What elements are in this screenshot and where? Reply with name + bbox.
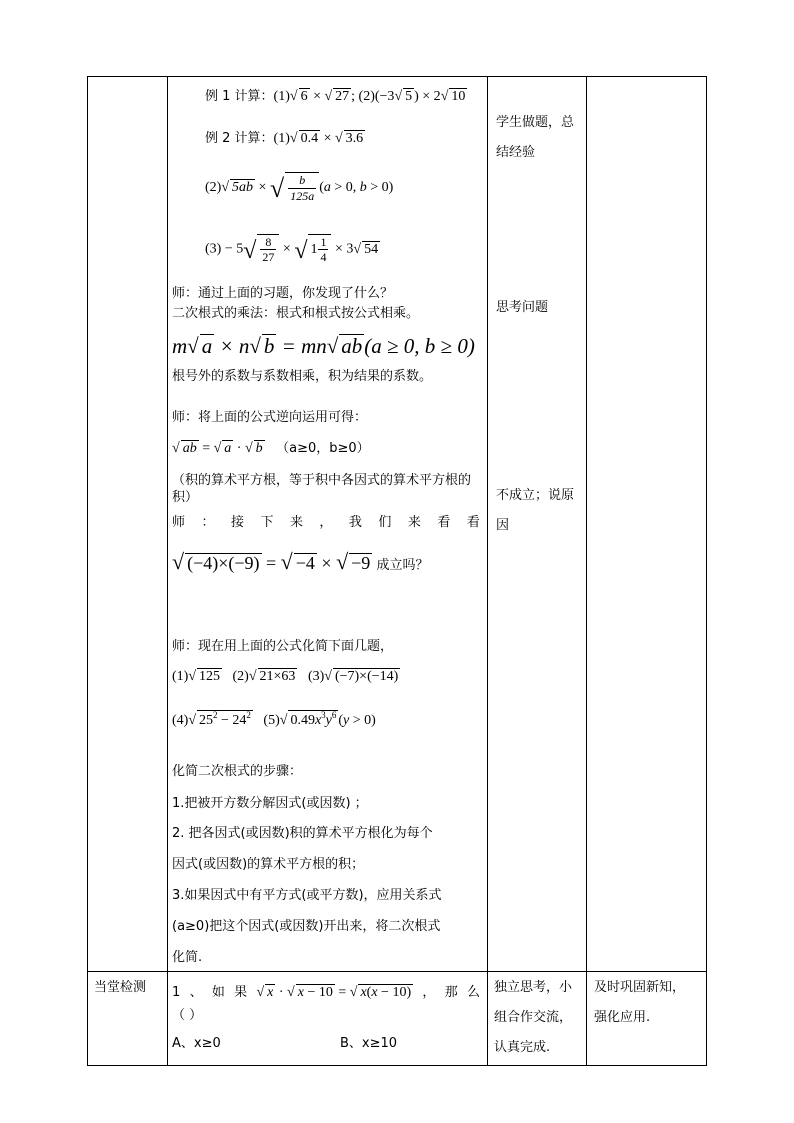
simplify-problems-2: (4)√ $25^2 - 24^2$ (5)√ $0.49x^3y^6$ (y > 0) [172, 710, 376, 728]
design-intent: 及时巩固新知， [594, 980, 686, 995]
teacher-question: 师：通过上面的习题，你发现了什么？ [172, 286, 394, 301]
char: 接 [230, 515, 244, 530]
table-border-top [87, 76, 707, 77]
step-item: 因式(或因数)的算术平方根的积； [172, 857, 365, 872]
row-label-check: 当堂检测 [94, 980, 147, 995]
char: 师 [172, 515, 186, 530]
char: 么 [466, 984, 480, 1000]
column-divider [586, 76, 587, 1066]
char: ， [319, 515, 333, 530]
char: 来 [289, 515, 303, 530]
step-item: 1.把被开方数分解因式(或因数) ； [172, 796, 368, 811]
simplify-problems-1: (1)√ 125 (2)√ 21×63 (3)√ (−7)×(−14) [172, 669, 399, 684]
example-2: 例 2 计算：(1)√ 0.4 × √ 3.6 [205, 131, 364, 146]
option-b: B、x≥10 [340, 1036, 398, 1051]
reverse-intro: 师：将上面的公式逆向运用可得： [172, 410, 368, 425]
student-activity: 认真完成. [494, 1040, 551, 1055]
table-border-bottom [87, 1065, 707, 1066]
question-suffix: 成立吗？ [376, 558, 429, 573]
column-divider [167, 76, 168, 1066]
char: 下 [260, 515, 274, 530]
step-item: 3.如果因式中有平方式(或平方数)，应用关系式 [172, 888, 442, 903]
student-activity: 思考问题 [496, 300, 549, 315]
char: 1 [172, 984, 181, 1000]
example-2-part-2: (2)√ 5ab × √ $\frac{b}{125a}$ (a > 0, b > 0) [205, 173, 394, 203]
char: ， [422, 984, 436, 1000]
row-divider [87, 971, 707, 972]
reverse-formula: √ ab = √ a · √ b （a≥0，b≥0） [172, 441, 370, 456]
char: 看 [437, 515, 451, 530]
reverse-condition: （a≥0，b≥0） [276, 441, 370, 456]
table-border-left [87, 76, 88, 1066]
next-look-line [172, 515, 480, 532]
table-border-right [706, 76, 707, 1066]
char: ： [201, 515, 215, 530]
example-1: 例 1 计算：(1)√ 6 × √ 27 ; (2)(−3√ 5 ) × 2√ 10 [205, 89, 466, 104]
student-activity: 组合作交流， [494, 1010, 573, 1025]
char: 看 [466, 515, 480, 530]
char: 我 [348, 515, 362, 530]
multiplication-rule: 二次根式的乘法：根式和根式按公式相乘。 [172, 306, 420, 321]
char: 如 [211, 984, 225, 1000]
multiplication-formula: m√ a × n√ b = mn√ ab(a ≥ 0, b ≥ 0) [172, 334, 475, 358]
step-item: 化简. [172, 950, 203, 965]
steps-title: 化简二次根式的步骤： [172, 764, 303, 779]
char: 来 [407, 515, 421, 530]
student-activity: 独立思考，小 [494, 980, 573, 995]
char: 、 [189, 984, 203, 1000]
column-divider [487, 76, 488, 1066]
question-1 [172, 984, 480, 1025]
question-1-formula: √ x · √ x − 10 = √ x(x − 10) [256, 985, 412, 1000]
answer-blank: （ ） [172, 1008, 203, 1024]
student-activity: 学生做题，总 [496, 115, 575, 130]
student-activity: 结经验 [496, 145, 536, 160]
step-item: 2. 把各因式(或因数)积的算术平方根化为每个 [172, 826, 433, 841]
question-formula-line: √ (−4)×(−9) = √ −4 × √ −9 成立吗？ [172, 549, 429, 574]
char: 那 [444, 984, 458, 1000]
reverse-explanation: （积的算术平方根，等于积中各因式的算术平方根的积） [172, 473, 472, 505]
coefficient-rule: 根号外的系数与系数相乘，积为结果的系数。 [172, 369, 433, 384]
student-activity: 因 [496, 518, 510, 533]
design-intent: 强化应用. [594, 1010, 651, 1025]
student-activity: 不成立；说原 [496, 488, 575, 503]
option-a: A、x≥0 [172, 1036, 221, 1051]
simplify-intro: 师：现在用上面的公式化简下面几题， [172, 639, 394, 654]
example-2-part-3: (3) − 5√ $\frac{8}{27}$ × √ 1 $\frac{1}{4}$ × 3√ 54 [205, 235, 379, 265]
step-item: (a≥0)把这个因式(或因数)开出来，将二次根式 [172, 919, 441, 934]
char: 们 [378, 515, 392, 530]
char: 果 [234, 984, 248, 1000]
